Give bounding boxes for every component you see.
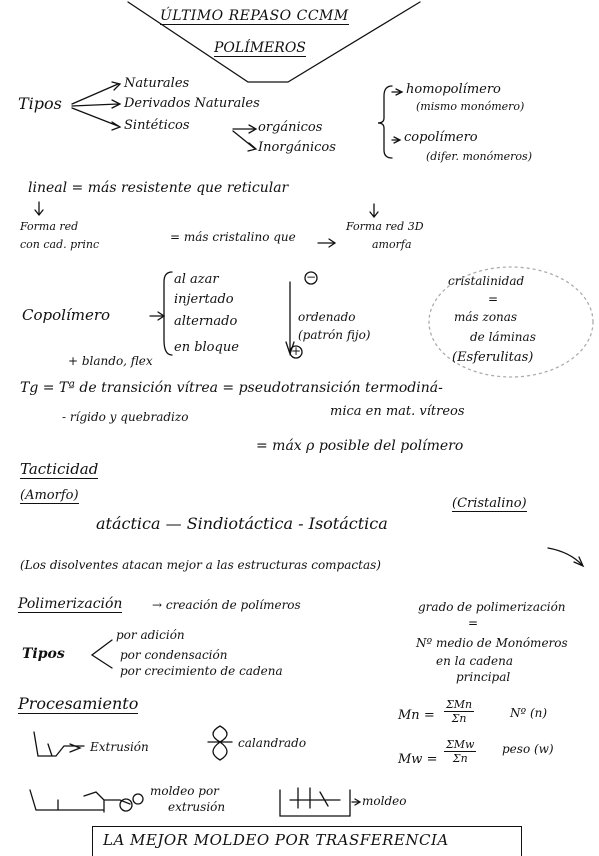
copolimero-opt-bloque: en bloque [174, 340, 239, 355]
extrusion-label: Extrusión [90, 740, 149, 754]
cristalinidad-laminas: de láminas [470, 330, 536, 344]
copolimero-label: Copolímero [22, 306, 111, 324]
mn-label: Mn = [398, 708, 435, 723]
plus-sign: + [291, 344, 302, 358]
blando-note: + blando, flex [68, 354, 153, 368]
cristalinidad-zonas: más zonas [454, 310, 518, 324]
amorfo-label: (Amorfo) [20, 488, 79, 503]
mw-denominator: Σn [452, 752, 468, 765]
grado-def-3: principal [456, 670, 511, 684]
tipos-item-derivados: Derivados Naturales [124, 96, 260, 111]
copolimero-type: copolímero [404, 130, 478, 145]
mn-numerator: ΣMn [446, 698, 473, 711]
mw-label: Mw = [398, 752, 438, 767]
cristalinidad-label: cristalinidad [448, 274, 525, 288]
tipos-label: Tipos [18, 94, 62, 113]
moldeo-extrusion-2: extrusión [168, 800, 226, 814]
lineal-note-2: con cad. princ [20, 238, 100, 251]
grado-label: grado de polimerización [418, 600, 566, 614]
page-subtitle: POLÍMEROS [214, 40, 306, 56]
cristalinidad-esferulitas: (Esferulitas) [452, 350, 534, 365]
mw-numerator: ΣMw [446, 738, 475, 751]
copolimero-opt-azar: al azar [174, 272, 219, 287]
moldeo-label: moldeo [362, 794, 407, 808]
lineal-line: lineal = más resistente que reticular [28, 180, 289, 196]
tg-rigido: - rígido y quebradizo [62, 410, 189, 424]
copolimero-opt-injertado: injertado [174, 292, 234, 307]
grado-def-1: Nº medio de Monómeros [416, 636, 568, 650]
lineal-middle: = más cristalino que [170, 230, 296, 244]
grado-eq: = [468, 616, 479, 630]
mn-fraction [444, 698, 474, 725]
footer-banner: LA MEJOR MOLDEO POR TRASFERENCIA [92, 826, 522, 856]
tipo-adicion: por adición [116, 628, 185, 642]
tipos-item-naturales: Naturales [124, 76, 190, 91]
copolimero-opt-alternado: alternado [174, 314, 238, 329]
mn-note: Nº (n) [510, 706, 548, 720]
homopolimero: homopolímero [406, 82, 501, 97]
tacticidad-title: Tacticidad [20, 460, 99, 478]
polimerizacion-def: → creación de polímeros [152, 598, 301, 612]
sinteticos-organicos: orgánicos [258, 120, 323, 135]
patron-note: (patrón fijo) [298, 328, 371, 342]
minus-sign: − [306, 270, 317, 284]
mn-denominator: Σn [451, 712, 467, 725]
sinteticos-inorganicos: Inorgánicos [258, 140, 336, 155]
calandrado-label: calandrado [238, 736, 307, 750]
tg-definition-cont: mica en mat. vítreos [330, 404, 465, 419]
lineal-note-1: Forma red [20, 220, 79, 233]
reticular-note-1: Forma red 3D [346, 220, 424, 233]
cristalino-label: (Cristalino) [452, 496, 527, 511]
tg-definition: Tg = Tª de transición vítrea = pseudotransición termodiná- [20, 380, 443, 396]
moldeo-extrusion-1: moldeo por [150, 784, 219, 798]
tacticidad-note: (Los disolventes atacan mejor a las estructuras compactas) [20, 558, 381, 572]
polimerizacion-title: Polimerización [18, 596, 123, 612]
tipo-crecimiento: por crecimiento de cadena [120, 664, 283, 678]
tg-density: = máx ρ posible del polímero [256, 438, 464, 454]
grado-def-2: en la cadena [436, 654, 513, 668]
homopolimero-note: (mismo monómero) [416, 100, 525, 113]
copolimero-type-note: (difer. monómeros) [426, 150, 532, 163]
mw-fraction [444, 738, 476, 765]
tipos-item-sinteticos: Sintéticos [124, 118, 190, 133]
ordenado-note: ordenado [298, 310, 356, 324]
polimerizacion-tipos-label: Tipos [22, 646, 65, 662]
procesamiento-title: Procesamiento [18, 694, 139, 713]
reticular-note-2: amorfa [372, 238, 412, 251]
page-title: ÚLTIMO REPASO CCMM [160, 8, 349, 24]
tacticidad-types: atáctica — Sindiotáctica - Isotáctica [96, 514, 388, 533]
tipo-condensacion: por condensación [120, 648, 228, 662]
cristalinidad-eq: = [488, 292, 499, 306]
mw-note: peso (w) [502, 742, 554, 756]
